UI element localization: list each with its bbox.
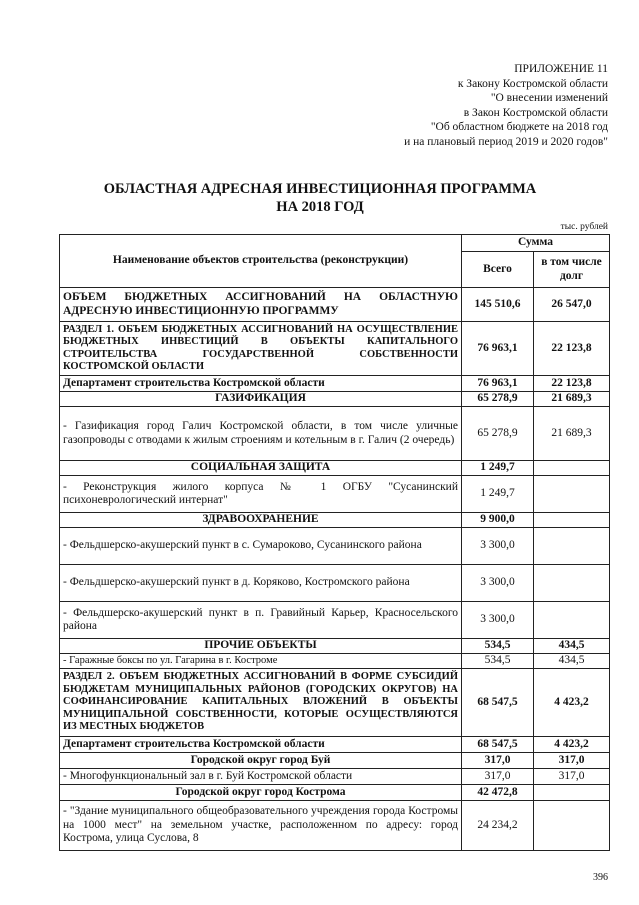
row-name: ОБЪЕМ БЮДЖЕТНЫХ АССИГНОВАНИЙ НА ОБЛАСТНУЮ АДРЕСНУЮ ИНВЕСТИЦИОННУЮ ПРОГРАММУ: [60, 288, 462, 322]
row-name: ПРОЧИЕ ОБЪЕКТЫ: [60, 639, 462, 654]
row-debt: [534, 565, 610, 602]
row-name: РАЗДЕЛ 2. ОБЪЕМ БЮДЖЕТНЫХ АССИГНОВАНИЙ В ФОРМЕ СУБСИДИЙ БЮДЖЕТАМ МУНИЦИПАЛЬНЫХ РАЙОНОВ (ГОРОДСКИХ ОКРУГОВ) НА СОФИНАНСИРОВАНИЕ КАПИТАЛЬНЫХ ВЛОЖЕНИЙ В ОБЪЕКТЫ МУНИЦИПАЛЬНОЙ СОБСТВЕННОСТИ, КОТОРЫЕ ОСУЩЕСТВЛЯЮТСЯ ИЗ МЕСТНЫХ БЮДЖЕТОВ: [60, 669, 462, 737]
header-sum: Сумма: [462, 235, 610, 252]
table-row: [60, 753, 610, 769]
row-name: ГАЗИФИКАЦИЯ: [60, 392, 462, 407]
header-total: Всего: [462, 252, 534, 288]
row-total: 534,5: [462, 639, 534, 654]
row-total: 1 249,7: [462, 476, 534, 513]
row-name: Департамент строительства Костромской области: [60, 737, 462, 753]
table-row: [60, 407, 610, 461]
header-name: Наименование объектов строительства (реконструкции): [60, 235, 462, 288]
row-total: 534,5: [462, 654, 534, 669]
row-total: 3 300,0: [462, 528, 534, 565]
table-row: [60, 785, 610, 801]
row-debt: 21 689,3: [534, 407, 610, 461]
table-row: [60, 639, 610, 654]
table-row: [60, 392, 610, 407]
row-debt: [534, 801, 610, 851]
row-debt: [534, 513, 610, 528]
row-debt: 22 123,8: [534, 376, 610, 392]
row-name: - Фельдшерско-акушерский пункт в п. Гравийный Карьер, Красносельского района: [60, 602, 462, 639]
row-debt: 434,5: [534, 639, 610, 654]
table-row: [60, 476, 610, 513]
row-total: 42 472,8: [462, 785, 534, 801]
appendix-block: [308, 62, 608, 150]
table-row: [60, 737, 610, 753]
table-row: [60, 528, 610, 565]
row-debt: 22 123,8: [534, 322, 610, 376]
row-debt: 4 423,2: [534, 669, 610, 737]
row-name: ЗДРАВООХРАНЕНИЕ: [60, 513, 462, 528]
table-row: [60, 322, 610, 376]
row-total: 317,0: [462, 753, 534, 769]
appendix-line: "О внесении изменений: [490, 92, 608, 105]
row-total: 65 278,9: [462, 392, 534, 407]
table-row: [60, 461, 610, 476]
row-total: 145 510,6: [462, 288, 534, 322]
title-line-2: НА 2018 ГОД: [276, 199, 364, 215]
row-name: - Многофункциональный зал в г. Буй Костромской области: [60, 769, 462, 785]
table-row: [60, 769, 610, 785]
row-debt: [534, 602, 610, 639]
appendix-line: в Закон Костромской области: [463, 106, 608, 119]
table-row: [60, 513, 610, 528]
row-debt: [534, 476, 610, 513]
row-debt: 317,0: [534, 769, 610, 785]
appendix-line: "Об областном бюджете на 2018 год: [430, 121, 608, 134]
row-total: 68 547,5: [462, 669, 534, 737]
row-total: 65 278,9: [462, 407, 534, 461]
table-row: [60, 376, 610, 392]
row-name: Городской округ город Буй: [60, 753, 462, 769]
table-row: [60, 565, 610, 602]
row-debt: 317,0: [534, 753, 610, 769]
table-row: [60, 654, 610, 669]
row-debt: 21 689,3: [534, 392, 610, 407]
row-name: - Фельдшерско-акушерский пункт в д. Коряково, Костромского района: [60, 565, 462, 602]
row-total: 3 300,0: [462, 602, 534, 639]
appendix-line: и на плановый период 2019 и 2020 годов": [404, 135, 608, 148]
row-total: 3 300,0: [462, 565, 534, 602]
row-name: РАЗДЕЛ 1. ОБЪЕМ БЮДЖЕТНЫХ АССИГНОВАНИЙ НА ОСУЩЕСТВЛЕНИЕ БЮДЖЕТНЫХ ИНВЕСТИЦИЙ В ОБЪЕКТЫ КАПИТАЛЬНОГО СТРОИТЕЛЬСТВА ГОСУДАРСТВЕННОЙ СОБСТВЕННОСТИ КОСТРОМСКОЙ ОБЛАСТИ: [60, 322, 462, 376]
row-name: СОЦИАЛЬНАЯ ЗАЩИТА: [60, 461, 462, 476]
program-table: [59, 234, 610, 851]
header-debt: в том числе долг: [534, 252, 610, 288]
appendix-line: ПРИЛОЖЕНИЕ 11: [514, 63, 608, 75]
row-total: 9 900,0: [462, 513, 534, 528]
table-row: [60, 602, 610, 639]
row-debt: 434,5: [534, 654, 610, 669]
row-debt: [534, 785, 610, 801]
row-total: 76 963,1: [462, 376, 534, 392]
row-name: - Гаражные боксы по ул. Гагарина в г. Костроме: [60, 654, 462, 669]
row-total: 317,0: [462, 769, 534, 785]
row-debt: [534, 528, 610, 565]
document-title: [40, 180, 600, 216]
row-name: - Реконструкция жилого корпуса № 1 ОГБУ "Сусанинский психоневрологический интернат": [60, 476, 462, 513]
page-number: 396: [593, 872, 608, 883]
row-total: 24 234,2: [462, 801, 534, 851]
table-row: [60, 669, 610, 737]
row-name: - "Здание муниципального общеобразовательного учреждения города Костромы на 1000 мест" на земельном участке, расположенном по адресу: город Кострома, улица Суслова, 8: [60, 801, 462, 851]
row-name: - Фельдшерско-акушерский пункт в с. Сумароково, Сусанинского района: [60, 528, 462, 565]
row-debt: 4 423,2: [534, 737, 610, 753]
row-debt: 26 547,0: [534, 288, 610, 322]
table-row: [60, 288, 610, 322]
row-total: 76 963,1: [462, 322, 534, 376]
row-debt: [534, 461, 610, 476]
table-row: [60, 801, 610, 851]
title-line-1: ОБЛАСТНАЯ АДРЕСНАЯ ИНВЕСТИЦИОННАЯ ПРОГРАММА: [103, 181, 537, 197]
row-total: 1 249,7: [462, 461, 534, 476]
units-label: тыс. рублей: [560, 222, 608, 232]
appendix-line: к Закону Костромской области: [457, 77, 608, 90]
row-name: - Газификация город Галич Костромской области, в том числе уличные газопроводы с отводами к жилым строениям и котельным в г. Галич (2 очередь): [60, 407, 462, 461]
row-name: Городской округ город Кострома: [60, 785, 462, 801]
row-name: Департамент строительства Костромской области: [60, 376, 462, 392]
row-total: 68 547,5: [462, 737, 534, 753]
